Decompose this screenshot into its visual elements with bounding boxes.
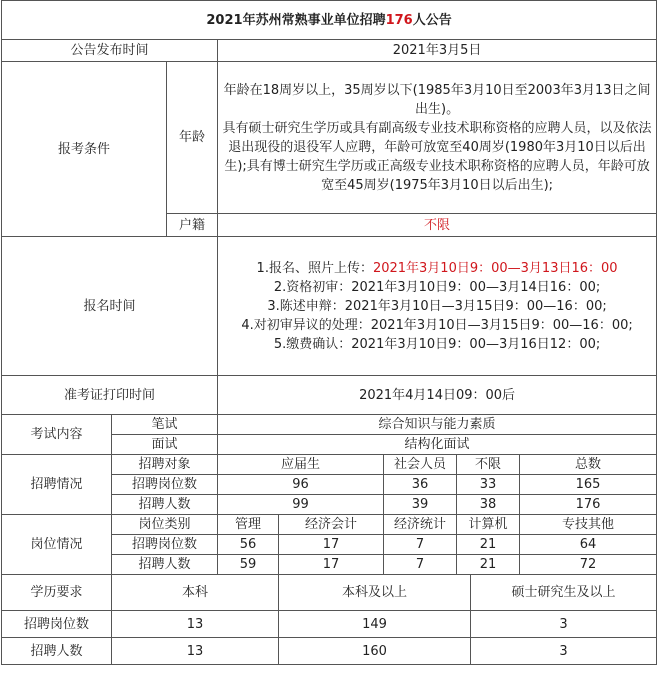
registration-item-5: 5.缴费确认：2021年3月10日9：00—3月16日12：00;	[273, 336, 601, 352]
education-header-label: 学历要求	[2, 575, 112, 611]
recruit-header-total: 总数	[520, 455, 657, 475]
registration-item-2: 2.资格初审：2021年3月10日9：00—3月14日16：00;	[273, 279, 601, 295]
post-people-computer: 21	[457, 555, 520, 575]
education-positions-bachelor: 13	[112, 611, 279, 638]
publish-label: 公告发布时间	[2, 40, 218, 62]
registration-item-3: 3.陈述申辩：2021年3月10日—3月15日9：00—16：00;	[267, 298, 607, 314]
post-header-accounting: 经济会计	[279, 515, 384, 535]
post-people-management: 59	[218, 555, 279, 575]
recruit-header-social: 社会人员	[384, 455, 457, 475]
age-text-1: 年龄在18周岁以上，35周岁以下(1985年3月10日至2003年3月13日之间出生)。	[223, 82, 651, 117]
education-people-bachelor: 13	[112, 638, 279, 665]
title-text: 2021年苏州常熟事业单位招聘	[206, 12, 386, 28]
education-people-bachelor-plus: 160	[279, 638, 471, 665]
post-positions-accounting: 17	[279, 535, 384, 555]
recruit-people-unlimited: 38	[457, 495, 520, 515]
hukou-value: 不限	[218, 214, 657, 237]
education-people-master-plus: 3	[471, 638, 657, 665]
recruit-people-label: 招聘人数	[112, 495, 218, 515]
post-people-other: 72	[520, 555, 657, 575]
registration-schedule	[218, 237, 657, 376]
post-positions-other: 64	[520, 535, 657, 555]
registration-item-1	[221, 259, 653, 278]
post-header-category: 岗位类别	[112, 515, 218, 535]
interview-label: 面试	[112, 435, 218, 455]
recruit-positions-graduates: 96	[218, 475, 384, 495]
post-people-accounting: 17	[279, 555, 384, 575]
registration-item-1-label: 1.报名、照片上传：	[256, 260, 373, 276]
post-positions-statistics: 7	[384, 535, 457, 555]
education-positions-bachelor-plus: 149	[279, 611, 471, 638]
post-header-management: 管理	[218, 515, 279, 535]
post-people-statistics: 7	[384, 555, 457, 575]
title-suffix: 人公告	[412, 12, 452, 28]
recruit-people-total: 176	[520, 495, 657, 515]
written-value: 综合知识与能力素质	[218, 415, 657, 435]
recruit-positions-label: 招聘岗位数	[112, 475, 218, 495]
recruit-people-graduates: 99	[218, 495, 384, 515]
recruit-header-target: 招聘对象	[112, 455, 218, 475]
registration-label: 报名时间	[2, 237, 218, 376]
exam-label: 考试内容	[2, 415, 112, 455]
education-positions-label: 招聘岗位数	[2, 611, 112, 638]
education-header-bachelor: 本科	[112, 575, 279, 611]
registration-item-1-time: 2021年3月10日9：00—3月13日16：00	[372, 260, 618, 276]
education-people-label: 招聘人数	[2, 638, 112, 665]
age-requirements	[218, 62, 657, 214]
hukou-label: 户籍	[167, 214, 218, 237]
recruit-people-social: 39	[384, 495, 457, 515]
recruit-positions-unlimited: 33	[457, 475, 520, 495]
post-positions-label: 招聘岗位数	[112, 535, 218, 555]
post-header-statistics: 经济统计	[384, 515, 457, 535]
recruit-header-graduates: 应届生	[218, 455, 384, 475]
post-people-label: 招聘人数	[112, 555, 218, 575]
post-positions-management: 56	[218, 535, 279, 555]
education-header-bachelor-plus: 本科及以上	[279, 575, 471, 611]
post-header-computer: 计算机	[457, 515, 520, 535]
title-number: 176	[385, 12, 413, 28]
admission-label: 准考证打印时间	[2, 376, 218, 415]
admission-time: 2021年4月14日09：00后	[218, 376, 657, 415]
post-positions-computer: 21	[457, 535, 520, 555]
education-header-master-plus: 硕士研究生及以上	[471, 575, 657, 611]
recruit-positions-total: 165	[520, 475, 657, 495]
page-title	[2, 1, 657, 40]
post-header-other: 专技其他	[520, 515, 657, 535]
interview-value: 结构化面试	[218, 435, 657, 455]
publish-date: 2021年3月5日	[218, 40, 657, 62]
recruitment-table	[1, 0, 657, 665]
recruit-header-unlimited: 不限	[457, 455, 520, 475]
registration-item-4: 4.对初审异议的处理：2021年3月10日—3月15日9：00—16：00;	[241, 317, 633, 333]
post-label: 岗位情况	[2, 515, 112, 575]
age-label: 年龄	[167, 62, 218, 214]
recruit-positions-social: 36	[384, 475, 457, 495]
age-text-2: 具有硕士研究生学历或具有副高级专业技术职称资格的应聘人员，以及依法退出现役的退役军人应聘，年龄可放宽至40周岁(1980年3月10日以后出生);具有博士研究生学历或正高级专业技术职称资格的应聘人员，年龄可放宽至45周岁(1975年3月10日以后出生);	[222, 120, 652, 193]
education-positions-master-plus: 3	[471, 611, 657, 638]
conditions-label: 报考条件	[2, 62, 167, 237]
written-label: 笔试	[112, 415, 218, 435]
recruit-label: 招聘情况	[2, 455, 112, 515]
